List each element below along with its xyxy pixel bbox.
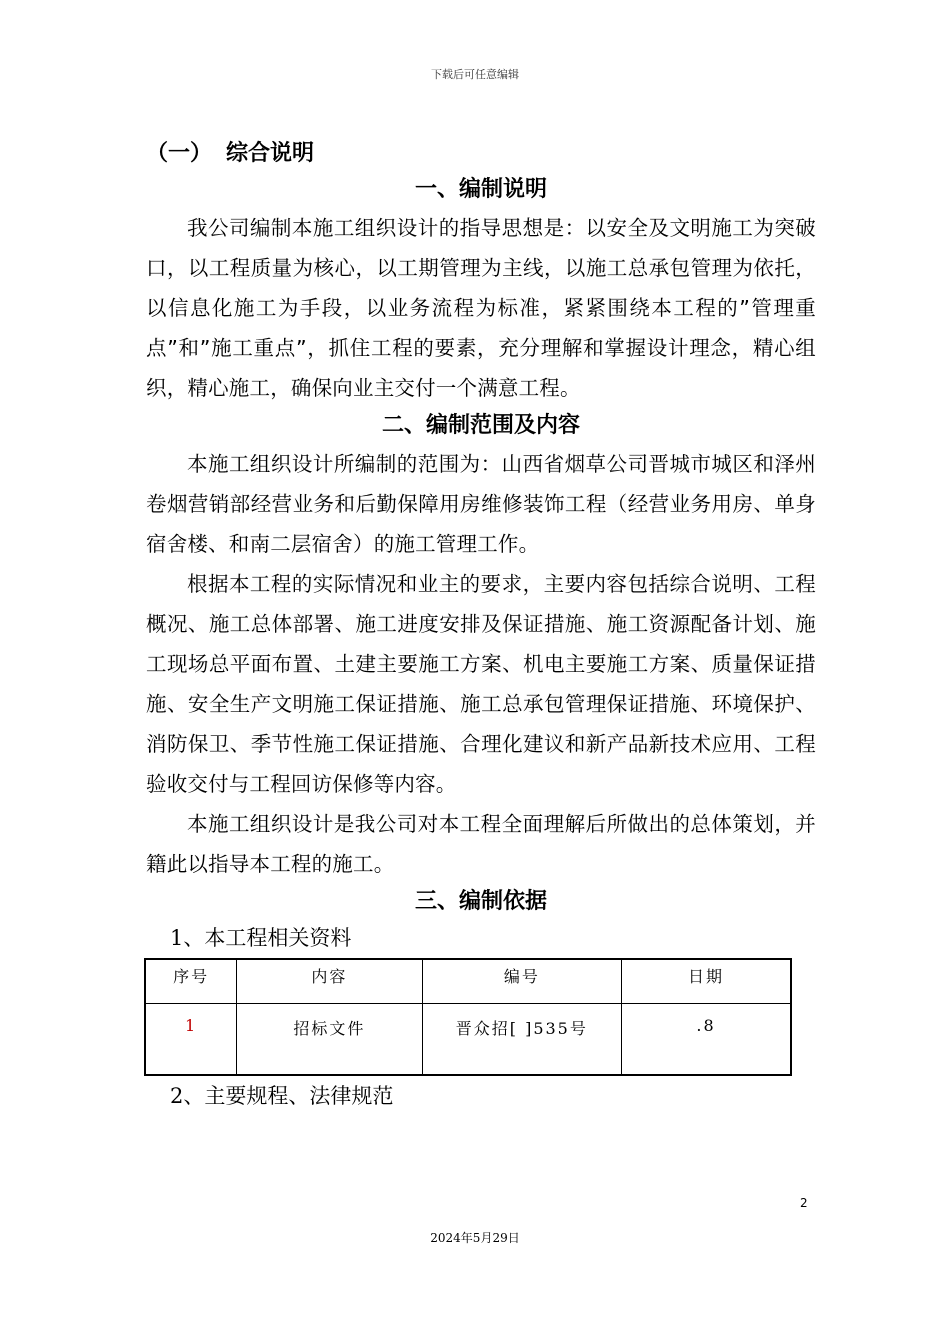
subheading-project-materials: 1、本工程相关资料 <box>170 926 352 950</box>
paragraph-main-content: 根据本工程的实际情况和业主的要求，主要内容包括综合说明、工程概况、施工总体部署、施工进度安排及保证措施、施工资源配备计划、施工现场总平面布置、土建主要施工方案、机电主要施工方案、质量保证措施、安全生产文明施工保证措施、施工总承包管理保证措施、环境保护、消防保卫、季节性施工保证措施、合理化建议和新产品新技术应用、工程验收交付与工程回访保修等内容。 <box>146 572 816 796</box>
table-cell-number: 晋众招[ ]535号 <box>422 1003 621 1075</box>
table-header-cell: 内容 <box>237 959 422 1003</box>
paragraph-scope: 本施工组织设计所编制的范围为：山西省烟草公司晋城市城区和泽州卷烟营销部经营业务和后勤保障用房维修装饰工程（经营业务用房、单身宿舍楼、和南二层宿舍）的施工管理工作。 <box>146 452 816 556</box>
table-header-cell: 序号 <box>145 959 237 1003</box>
section-heading <box>146 136 816 172</box>
table-row <box>145 1003 791 1075</box>
table-header-cell: 编号 <box>422 959 621 1003</box>
table-cell-content: 招标文件 <box>237 1003 422 1075</box>
reference-table <box>144 958 792 1076</box>
table-header-cell: 日期 <box>622 959 791 1003</box>
table-header-row <box>145 959 791 1003</box>
heading-basis: 三、编制依据 <box>414 889 547 914</box>
heading-scope-content: 二、编制范围及内容 <box>381 413 580 438</box>
section-title: 综合说明 <box>226 141 315 166</box>
paragraph-guiding-idea: 我公司编制本施工组织设计的指导思想是：以安全及文明施工为突破口，以工程质量为核心，以工期管理为主线，以施工总承包管理为依托，以信息化施工为手段，以业务流程为标准，紧紧围绕本工程的”管理重点”和”施工重点”，抓住工程的要素，充分理解和掌握设计理念，精心组织，精心施工，确保向业主交付一个满意工程。 <box>146 216 816 400</box>
document-body <box>146 136 816 1114</box>
page-number: 2 <box>800 1196 808 1210</box>
table-cell-index: 1 <box>145 1003 237 1075</box>
paragraph-overall-plan: 本施工组织设计是我公司对本工程全面理解后所做出的总体策划，并籍此以指导本工程的施工。 <box>146 812 816 876</box>
section-number: （一） <box>146 141 213 166</box>
heading-compile-description: 一、编制说明 <box>414 177 547 202</box>
page-footer-date: 2024年5月29日 <box>430 1231 520 1245</box>
page-header: 下载后可任意编辑 <box>431 68 519 81</box>
subheading-regulations: 2、主要规程、法律规范 <box>170 1084 394 1108</box>
table-cell-date: .8 <box>622 1003 791 1075</box>
